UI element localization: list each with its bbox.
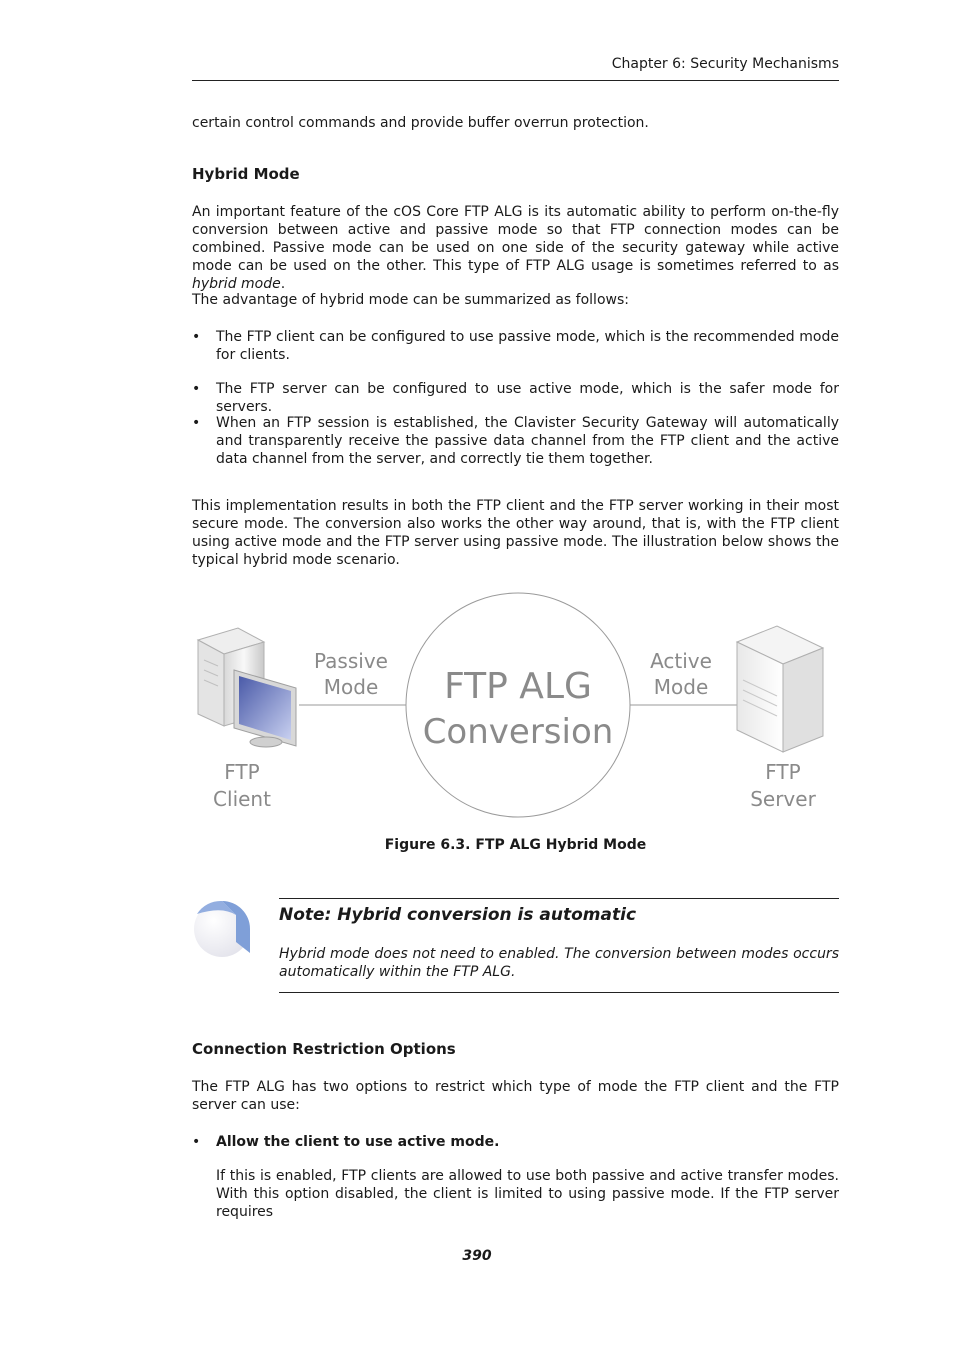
note-info-icon (192, 898, 252, 958)
list-item (192, 1133, 839, 1151)
chapter-title: Chapter 6: Security Mechanisms (611, 56, 839, 72)
ftp-server-icon (737, 626, 823, 752)
ftp-client-computer-icon (198, 628, 296, 747)
conversion-label-2: Conversion (422, 712, 614, 752)
list-item-text: When an FTP session is established, the Clavister Security Gateway will automatically and transparently receive the passive data channel from the FTP client and the active data channel from the server, and correctly tie them together. (216, 415, 839, 467)
page-number: 390 (462, 1248, 492, 1264)
hybrid-paragraph-1-text: An important feature of the cOS Core FTP ALG is its automatic ability to perform on-the-fly conversion between active and passive mode so that FTP connection modes can be combined. Passive mode can be used on one side of the security gateway while active mode can be used on the other. This type of FTP ALG usage is sometimes referred to as (192, 204, 839, 274)
hybrid-mode-figure (192, 590, 839, 822)
bullet-dot: • (192, 329, 201, 345)
list-item (192, 328, 839, 364)
bullet-dot: • (192, 415, 201, 431)
note-title: Note: Hybrid conversion is automatic (279, 905, 637, 925)
client-label-1: FTP (224, 760, 260, 784)
figure-caption: Figure 6.3. FTP ALG Hybrid Mode (384, 837, 647, 853)
client-label-2: Client (213, 787, 271, 811)
list-item-text: The FTP server can be configured to use active mode, which is the safer mode for servers. (216, 381, 839, 415)
heading-hybrid-mode: Hybrid Mode (192, 165, 300, 183)
active-label-1: Active (650, 649, 712, 673)
note-body: Hybrid mode does not need to enabled. The conversion between modes occurs automatically within the FTP ALG. (279, 946, 839, 980)
note-bottom-rule (279, 992, 839, 993)
heading-connection-restriction: Connection Restriction Options (192, 1040, 456, 1058)
hybrid-mode-term: hybrid mode (192, 276, 281, 292)
intro-paragraph: certain control commands and provide buffer overrun protection. (192, 115, 649, 131)
server-label-1: FTP (765, 760, 801, 784)
bullet-dot: • (192, 1134, 201, 1150)
page-header (192, 55, 839, 81)
hybrid-paragraph-2: The advantage of hybrid mode can be summarized as follows: (192, 292, 629, 308)
list-item-text: The FTP client can be configured to use passive mode, which is the recommended mode for clients. (216, 329, 839, 363)
hybrid-mode-diagram (192, 590, 839, 822)
bullet-dot: • (192, 381, 201, 397)
restrict-paragraph: The FTP ALG has two options to restrict which type of mode the FTP client and the FTP server can use: (192, 1079, 839, 1113)
hybrid-paragraph-1-end: . (280, 276, 286, 292)
list-item (192, 414, 839, 468)
option-title: Allow the client to use active mode. (216, 1134, 500, 1150)
active-label-2: Mode (653, 675, 709, 699)
passive-label-2: Mode (323, 675, 379, 699)
conversion-label-1: FTP ALG (444, 666, 592, 707)
note-top-rule (279, 898, 839, 899)
passive-label-1: Passive (314, 649, 388, 673)
list-item (192, 380, 839, 416)
hybrid-paragraph-3: This implementation results in both the FTP client and the FTP server working in their most secure mode. The conversion also works the other way around, that is, with the FTP client using active mode and the FTP server using passive mode. The illustration below shows the typical hybrid mode scenario. (192, 498, 839, 568)
option-description: If this is enabled, FTP clients are allowed to use both passive and active transfer modes. With this option disabled, the client is limited to using passive mode. If the FTP server requires (216, 1168, 839, 1220)
server-label-2: Server (750, 787, 816, 811)
hybrid-paragraph-1 (192, 203, 839, 293)
